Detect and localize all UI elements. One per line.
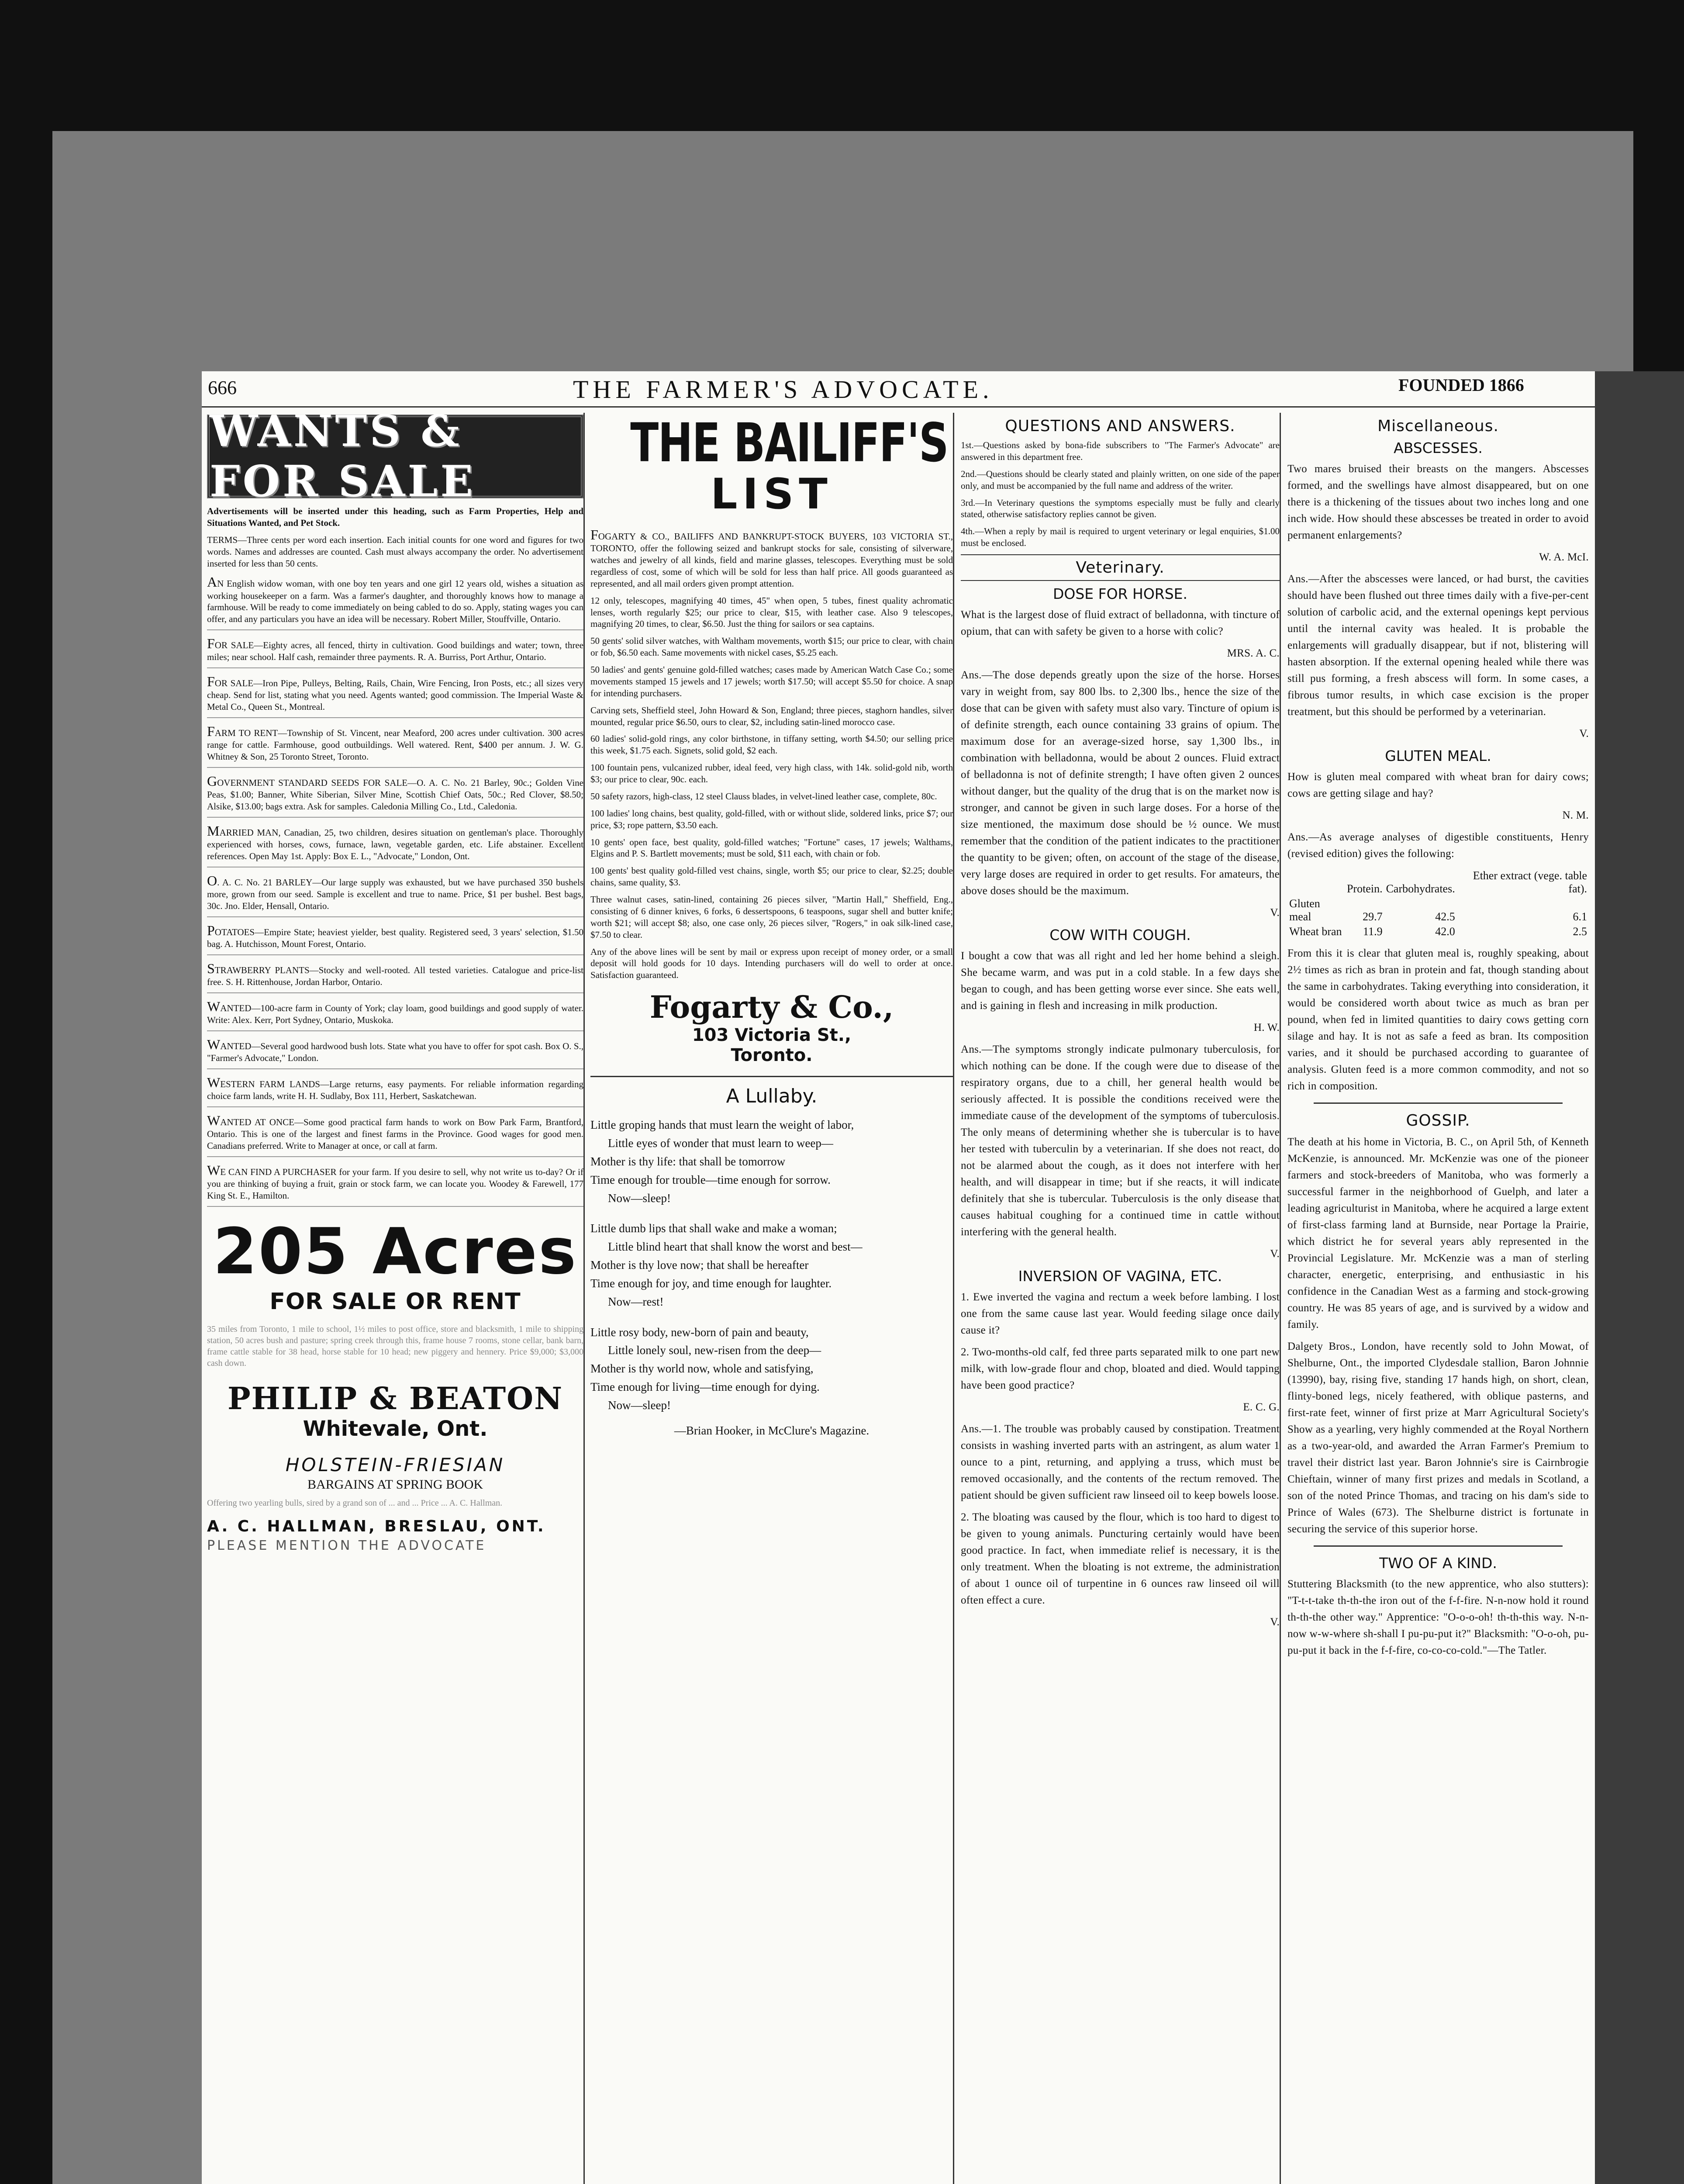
wants-banner: [207, 413, 583, 507]
column-bailiffs-list: [590, 413, 954, 2184]
two-of-a-kind-text: Stuttering Blacksmith (to the new apprentice, who also stutters): "T-t-t-take th-th-the iron out of the f-f-fire. N-n-now hold it round th-th-the other way." Apprentice: "O-o-o-oh! th-th-this way. N-n-now w-w-where sh-shall I pu-pu-put it?" Blacksmith: "O-o-oh, pu-pu-put it back in the f-f-fire, co-co-co-cold."—The Tatler.: [1287, 1578, 1589, 1656]
stanza-break: [590, 1311, 953, 1324]
classified-ad: [207, 1163, 583, 1207]
classified-ad: [207, 1075, 583, 1107]
qa-rule: 3rd.—In Veterinary questions the symptoms especially must be fully and clearly stated, otherwise satisfactory replies cannot be given.: [961, 497, 1280, 520]
inversion-answer-1: Ans.—1. The trouble was probably caused by constipation. Treatment consists in washing inverted parts with an astringent, as alum water 1 ounce to a pint, returning, and applying a truss, which must be removed occasionally, and the contents of the rectum removed. The patient should be given sufficient raw linseed oil to keep bowels loose.: [961, 1423, 1280, 1501]
acres-subheadline: FOR SALE OR RENT: [269, 1289, 521, 1315]
drop-cap: S: [207, 961, 215, 976]
dose-title: DOSE FOR HORSE.: [1052, 585, 1188, 602]
drop-cap: A: [207, 574, 217, 590]
drop-cap: W: [207, 999, 221, 1015]
classified-ad-text: TRAWBERRY PLANTS—Stocky and well-rooted. All tested varieties. Catalogue and price-list free. S. H. Rittenhouse, Jordan Harbor, Ontario.: [207, 965, 583, 988]
whitevale-location: Whitevale, Ont.: [303, 1417, 488, 1441]
page-number: 666: [208, 377, 237, 398]
poem-line: Little eyes of wonder that must learn to weep—: [608, 1137, 833, 1150]
fogarty-name: Fogarty & Co.,: [649, 989, 894, 1026]
lullaby-title: A Lullaby.: [726, 1085, 818, 1108]
gluten-table-cell: 42.0: [1435, 925, 1455, 938]
drop-cap: W: [207, 1113, 221, 1129]
abscess-answer-signature: V.: [1579, 728, 1589, 740]
gluten-table-row: [1287, 924, 1589, 939]
poem-line: Time enough for trouble—time enough for sorrow.: [590, 1173, 831, 1186]
newspaper-page: [202, 371, 1595, 2184]
classified-ad: [207, 1037, 583, 1069]
gluten-table-cell: 6.1: [1573, 910, 1587, 923]
bailiff-list-item: Any of the above lines will be sent by mail or express upon receipt of money order, or a small deposit will hold goods for 10 days. Intending purchasers will do well to order at once. Satisfaction guaranteed.: [590, 946, 953, 981]
gluten-table-header-cell: Ether extract (vege. table fat).: [1473, 869, 1587, 895]
gluten-table-cell: 11.9: [1363, 925, 1383, 938]
veterinary-heading: Veterinary.: [961, 554, 1280, 581]
bailiff-list-item: 12 only, telescopes, magnifying 40 times, 45" when open, 5 tubes, finest quality achromatic lenses, worth regularly $25; our price to clear, $15, with leather case. Also 9 telescopes, magnifying 20 times, to clear, $6.50. Just the thing for sailors or sea captains.: [590, 595, 953, 629]
divider: [1314, 1102, 1563, 1104]
cough-title: COW WITH COUGH.: [1049, 926, 1191, 943]
classified-ad-text: ARM TO RENT—Township of St. Vincent, near Meaford, 200 acres under cultivation. 300 acres range for cattle. Farmhouse, good outbuildings. Well watered. Rent, $400 per annum. J. W. G. Whitney & Son, 25 Toronto Street, Toronto.: [207, 728, 583, 762]
classified-ad: [207, 636, 583, 668]
list-title: LIST: [711, 470, 833, 518]
classified-ad-text: E CAN FIND A PURCHASER for your farm. If you desire to sell, why not write us to-day? Or if you are thinking of buying a fruit, grain or stock farm, we can locate you. Woodey & Farewell, 177 King St. E., Hamilton.: [207, 1167, 583, 1201]
cough-question-signature: H. W.: [1253, 1022, 1280, 1033]
classified-ad: [207, 674, 583, 718]
facing-page-shadow: [1595, 371, 1684, 2184]
classifieds-terms: TERMS—Three cents per word each insertion. Each initial counts for one word and figures for two words. Names and addresses are counted. Cash must always accompany the order. No advertisement inserted for less than 50 cents.: [207, 534, 583, 569]
classified-ad: [207, 574, 583, 630]
poem-line: Time enough for living—time enough for dying.: [590, 1380, 820, 1394]
qa-rule: 2nd.—Questions should be clearly stated and plainly written, on one side of the paper only, and must be accompanied by the full name and address of the writer.: [961, 468, 1280, 491]
gluten-table: [1287, 868, 1589, 939]
bailiff-list-item: Three walnut cases, satin-lined, containing 26 pieces silver, "Martin Hall," Sheffield, Eng., consisting of 6 dinner knives, 6 forks, 6 dessertspoons, 6 teaspoons, sugar shell and butter knife; worth $21; will accept $8; also, one case only, 26 pieces silver, "Rogers," in oak silk-lined case, $7.50 to clear.: [590, 894, 953, 940]
bailiff-list-item: 50 ladies' and gents' genuine gold-filled watches; cases made by American Watch Case Co.; some movements stamped 15 jewels and 17 jewels; worth $17.50; will accept $5.50 for choice. A snap for intending purchasers.: [590, 664, 953, 698]
classified-ads-list: [207, 574, 583, 1207]
two-of-a-kind-title: TWO OF A KIND.: [1379, 1555, 1497, 1572]
gluten-title: GLUTEN MEAL.: [1385, 747, 1491, 764]
classified-ad: [207, 961, 583, 993]
misc-heading: Miscellaneous.: [1377, 417, 1499, 435]
please-mention: PLEASE MENTION THE ADVOCATE: [207, 1538, 487, 1554]
classified-ad-text: N English widow woman, with one boy ten years and one girl 12 years old, wishes a situation as working housekeeper on a farm. Was a farmer's daughter, and thoroughly knows how to manage a farmhouse. Will be ready to come immediately on being cabled to do so. Apply, stating wages you can offer, and any particulars you have an idea will be necessary. Robert Miller, Stouffville, Ontario.: [207, 578, 583, 625]
hallman-address: A. C. HALLMAN, BRESLAU, ONT.: [207, 1517, 546, 1536]
fogarty-city: Toronto.: [590, 1045, 953, 1077]
bailiff-list-item: 60 ladies' solid-gold rings, any color birthstone, in tiffany setting, worth $4.50; our selling price this week, $1.75 each. Signets, solid gold, $2 each.: [590, 733, 953, 756]
classified-ad: [207, 823, 583, 867]
gluten-answer-continued: From this it is clear that gluten meal is, roughly speaking, about 2½ times as rich as bran in protein and fat, though standing about the same in carbohydrates. Taking everything into consideration, it would be considered worth about twice as much as bran per pound, when fed in limited quantities to dairy cows getting corn silage and hay. It is not as safe a feed as bran. Its composition varies, and it should be purchased according to guarantee of analysis. Gluten feed is a more common commodity, and not so rich in composition.: [1287, 947, 1589, 1092]
gluten-table-header-row: [1287, 868, 1589, 896]
bailiffs-title: THE BAILIFF'S: [630, 413, 949, 474]
classified-ad-text: OVERNMENT STANDARD SEEDS FOR SALE—O. A. C. No. 21 Barley, 90c.; Golden Vine Peas, $1.00; Banner, White Siberian, Silver Mine, Scottish Chief Oats, 50c.; Red Clover, $8.50; Alsike, $13.00; bags extra. Ask for samples. Caledonia Milling Co., Ltd., Caledonia.: [207, 778, 583, 812]
poem-line: Now—rest!: [608, 1295, 664, 1308]
poem-line: Little lonely soul, new-risen from the deep—: [608, 1344, 821, 1357]
lullaby-attribution-wrap: [590, 1422, 953, 1440]
gluten-table-cell: Gluten meal: [1289, 897, 1320, 923]
classified-ad: [207, 774, 583, 818]
dose-answer: Ans.—The dose depends greatly upon the size of the horse. Horses vary in weight from, say 800 lbs. to 2,300 lbs., hence the size of the dose that can be given with safety must also vary. Tincture of opium is of definite strength, each ounce containing 33 grains of opium. The maximum dose for an average-sized horse, say 1,300 lbs., in combination with belladonna, would be about 2 ounces. Fluid extract of belladonna is not of definite strength; I have often given 2 ounces without danger, but the quality of the drug that is on the market now is stronger, and cannot be given in such large doses. For a horse of the size mentioned, the maximum dose should be ½ ounce. We must remember that the condition of the patient indicates to the practitioner the quantity to be given; often, on account of the stage of the disease, very large doses are required in order to get results. For amateurs, the above doses should be the maximum.: [961, 669, 1280, 897]
inversion-answer-2: 2. The bloating was caused by the flour, which is too hard to digest to be given to young animals. Puncturing certainly would have been good practice. In fact, when immediate relief is necessary, it is the only treatment. When the bloating is not extreme, the administration of about 1 ounce oil of turpentine in 6 ounces raw linseed oil will often effect a cure.: [961, 1511, 1280, 1606]
gluten-table-header-cell: Carbohydrates.: [1386, 882, 1455, 895]
drop-cap: G: [207, 773, 217, 789]
page-header: [202, 371, 1595, 408]
bailiff-list-item: Carving sets, Sheffield steel, John Howard & Son, England; three pieces, staghorn handles, silver mounted, regular price $6.50, ours to clear, $2, including satin-lined morocco case.: [590, 705, 953, 727]
inversion-question-signature: E. C. G.: [1243, 1401, 1280, 1413]
holstein-bargains: BARGAINS AT SPRING BOOK: [307, 1477, 483, 1492]
abscess-answer: Ans.—After the abscesses were lanced, or had burst, the cavities should have been flushed out three times daily with a five-per-cent solution of carbolic acid, and the external openings kept pervious until the internal cavity was healed. It is probable the enlargements will gradually disappear, but if not, blistering will hasten absorption. If the external opening healed while there was still pus forming, a fresh abscess will form. In some cases, a fibrous tumor results, in which case excision is the proper treatment, but this should be performed by a veterinarian.: [1287, 573, 1589, 718]
divider: [1314, 1545, 1563, 1547]
drop-cap: M: [207, 823, 220, 839]
cough-answer: Ans.—The symptoms strongly indicate pulmonary tuberculosis, for which nothing can be done. If the cough were due to disease of the respiratory organs, due to a chill, her general health would be seriously affected. It is possible the conditions received were the immediate cause of the development of the symptoms of tuberculosis. The only means of determining whether she is tubercular is to have her tested with tuberculin by a veterinarian. If she does not react, do not be alarmed about the cough, as it does not interfere with her health, and will disappear in time; but if she reacts, it will indicate definitely that she is tubercular. Tuberculosis is the only disease that causes habitual coughing for a continued time in cattle without interfering with the general health.: [961, 1044, 1280, 1238]
gluten-table-cell: Wheat bran: [1289, 925, 1342, 938]
bailiffs-intro: [590, 527, 953, 590]
masthead: THE FARMER'S ADVOCATE.: [573, 375, 994, 404]
drop-cap: F: [207, 723, 215, 740]
acres-headline: 205 Acres: [213, 1215, 578, 1289]
abscess-question-signature: W. A. McI.: [1539, 551, 1589, 563]
inversion-answer-signature: V.: [1270, 1616, 1280, 1628]
cough-answer-signature: V.: [1270, 1248, 1280, 1260]
classified-ad: [207, 724, 583, 768]
gluten-table-header-cell: [1287, 868, 1345, 896]
drop-cap: W: [207, 1037, 221, 1053]
inversion-question-2: 2. Two-months-old calf, fed three parts separated milk to one part new milk, with low-grade flour and chop, bloated and died. Would tapping have been good practice?: [961, 1346, 1280, 1391]
classified-ad: [207, 999, 583, 1031]
poem-line: Little dumb lips that shall wake and make a woman;: [590, 1222, 837, 1235]
poem-line: Time enough for joy, and time enough for laughter.: [590, 1276, 832, 1290]
classified-ad-text: ANTED AT ONCE—Some good practical farm hands to work on Bow Park Farm, Brantford, Ontario. This is one of the largest and finest farms in the Province. Good wages for good men. Canadians preferred. Write to Manager at once, or call at farm.: [207, 1117, 583, 1151]
gluten-table-cell: 42.5: [1435, 910, 1455, 923]
gluten-table-row: [1287, 896, 1589, 924]
column-miscellaneous: [1287, 413, 1589, 2184]
gluten-table-cell: 2.5: [1573, 925, 1587, 938]
dose-answer-signature: V.: [1270, 907, 1280, 919]
bailiff-list-item: 100 gents' best quality gold-filled vest chains, single, worth $5; our price to clear, $2.25; double chains, same quality, $3.: [590, 865, 953, 888]
bailiff-list-item: 10 gents' open face, best quality, gold-filled watches; "Fortune" cases, 17 jewels; Walthams, Elgins and P. S. Bartlett movements; must be sold, $11 each, with chain or fob.: [590, 836, 953, 859]
drop-cap: P: [207, 922, 215, 938]
gluten-table-header-cell: Protein.: [1346, 882, 1383, 895]
drop-cap: F: [207, 636, 215, 652]
gluten-table-body: [1287, 896, 1589, 939]
gossip-mckenzie: The death at his home in Victoria, B. C., on April 5th, of Kenneth McKenzie, is announced. Mr. McKenzie was one of the pioneer farmers and stock-breeders of Manitoba, who was formerly a successful farmer in the neighborhood of Guelph, and later a leading agriculturist in Manitoba, where he acquired a large extent of first-class farming land at Burnside, near Portage la Prairie, which district he for several years ably represented in the Provincial Legislature. Mr. McKenzie was a man of sterling character, energetic, enterprising, and enthusiastic in his confidence in the Canadian West as a farming and stock-growing country. He was 85 years of age, and is survived by a widow and family.: [1287, 1136, 1589, 1330]
bailiff-list-item: 50 safety razors, high-class, 12 steel Clauss blades, in velvet-lined leather case, complete, 80c.: [590, 791, 937, 802]
poem-line: Mother is thy love now; that shall be hereafter: [590, 1258, 809, 1272]
dose-question: What is the largest dose of fluid extract of belladonna, with tincture of opium, that can with safety be given to a horse with colic?: [961, 609, 1280, 637]
gossip-dalgety: Dalgety Bros., London, have recently sold to John Mowat, of Shelburne, Ont., the imported Clydesdale stallion, Baron Johnnie (13990), bay, rising five, standing 17 hands high, on short, clean, flinty-boned legs, nicely feathered, with oblique pasterns, and first-rate feet, winner of first prize at Marr Agricultural Society's Show as a yearling, very highly commended at the Royal Northern as a two-year-old, and awarded the Arran Farmer's Premium to travel their district last year. Baron Johnnie's sire is Cairnbrogie Chieftain, winner of many first prizes and medals in Scotland, a son of the noted Prince Thomas, and tracing on his dam's side to Prince of Wales (673). The Shelburne district is fortunate in securing the service of this superior horse.: [1287, 1341, 1589, 1535]
poem-line: Little blind heart that shall know the worst and best—: [608, 1240, 863, 1254]
bailiffs-items-list: [590, 595, 953, 981]
poem-line: Little groping hands that must learn the weight of labor,: [590, 1118, 854, 1132]
inversion-title: INVERSION OF VAGINA, ETC.: [1018, 1268, 1222, 1285]
gluten-answer: Ans.—As average analyses of digestible constituents, Henry (revised edition) gives the following:: [1287, 831, 1589, 860]
philip-beaton-name: PHILIP & BEATON: [227, 1380, 563, 1417]
lullaby-attribution: —Brian Hooker, in McClure's Magazine.: [674, 1424, 870, 1437]
bailiffs-intro-cap: F: [590, 527, 598, 543]
classified-ad-text: ANTED—100-acre farm in County of York; clay loam, good buildings and good supply of water. Write: Alex. Kerr, Port Sydney, Ontario, Muskoka.: [207, 1003, 583, 1026]
holstein-heading: HOLSTEIN-FRIESIAN: [285, 1454, 505, 1476]
cough-question: I bought a cow that was all right and led her home behind a sleigh. She became warm, and was put in a cold stable. In a few days she began to cough, and has been getting worse ever since. She eats well, and is gaining in flesh and increasing in milk production.: [961, 950, 1280, 1012]
drop-cap: F: [207, 674, 215, 690]
poem-line: Mother is thy life: that shall be tomorrow: [590, 1154, 786, 1168]
abscess-question: Two mares bruised their breasts on the mangers. Abscesses formed, and the swellings have almost disappeared, but on one there is a thickening of the tissues about two inches long and one inch wide. How should these abscesses be treated in order to avoid permanent enlargements?: [1287, 463, 1589, 541]
stanza-break: [590, 1207, 953, 1220]
column-questions-answers: [961, 413, 1281, 2184]
lullaby-poem: [590, 1116, 953, 1415]
poem-line: Little rosy body, new-born of pain and beauty,: [590, 1325, 809, 1339]
qa-rule: 4th.—When a reply by mail is required to urgent veterinary or legal enquiries, $1.00 must be enclosed.: [961, 526, 1280, 549]
founded-line: FOUNDED 1866: [1398, 375, 1524, 395]
wants-banner-text: WANTS & FOR SALE: [210, 413, 476, 507]
poem-line: Now—sleep!: [608, 1399, 671, 1412]
poem-line: Mother is thy world now, whole and satisfying,: [590, 1362, 814, 1375]
classified-ad-text: ESTERN FARM LANDS—Large returns, easy payments. For reliable information regarding choice farm lands, write H. H. Sudlaby, Box 111, Herbert, Saskatchewan.: [207, 1079, 583, 1102]
bailiffs-intro-text: OGARTY & CO., BAILIFFS AND BANKRUPT-STOCK BUYERS, 103 VICTORIA ST., TORONTO, offer the following seized and bankrupt stocks for sale, consisting of silverware, watches and jewelry of all kinds, field and marine glasses, telescopes. Everything must be sold regardless of cost, some of which will be sold for less than half price. All goods guaranteed as represented, and all mail orders given prompt attention.: [590, 531, 953, 589]
inversion-question-1: 1. Ewe inverted the vagina and rectum a week before lambing. I lost one from the same cause last year. Would feeding silage once daily cause it?: [961, 1291, 1280, 1336]
bailiff-list-item: 50 gents' solid silver watches, with Waltham movements, worth $15; our price to clear, with chain or fob, $6.50 each. Same movements with nickel cases, $5.25 each.: [590, 636, 953, 658]
acres-body: 35 miles from Toronto, 1 mile to school, 1½ miles to post office, store and blacksmith, 1 mile to shipping station, 50 acres bush and pasture; spring creek through this, frame house 7 rooms, stone cellar, bank barn, frame cattle stable for 38 head, horse stable for 10 head; new piggery and hennery. Price $9,000; $3,000 cash down.: [207, 1324, 583, 1368]
classified-ad: [207, 1113, 583, 1157]
drop-cap: W: [207, 1162, 221, 1178]
gluten-table-cell: 29.7: [1363, 910, 1383, 923]
classified-ad-text: OTATOES—Empire State; heaviest yielder, best quality. Registered seed, 3 years' selection, $1.50 bag. A. Hutchisson, Mount Forest, Ontario.: [207, 926, 583, 950]
holstein-body: Offering two yearling bulls, sired by a grand son of ... and ... Price ... A. C. Hallman.: [207, 1498, 503, 1508]
classifieds-intro: Advertisements will be inserted under this heading, such as Farm Properties, Help and Situations Wanted, and Pet Stock.: [207, 506, 583, 528]
qa-rule: 1st.—Questions asked by bona-fide subscribers to "The Farmer's Advocate" are answered in this department free.: [961, 440, 1280, 462]
column-classifieds: [207, 413, 585, 2184]
classified-ad-text: ARRIED MAN, Canadian, 25, two children, desires situation on gentleman's place. Thoroughly experienced with horses, cows, furnace, lawn, vegetable garden, etc. Life abstainer. Excellent references. Open May 1st. Apply: Box E. L., "Advocate," London, Ont.: [207, 827, 583, 862]
gluten-table-head: [1287, 868, 1589, 896]
classified-ad-text: ANTED—Several good hardwood bush lots. State what you have to offer for spot cash. Box O. S., "Farmer's Advocate," London.: [207, 1041, 583, 1064]
poem-line: Now—sleep!: [608, 1191, 671, 1205]
classified-ad-text: OR SALE—Eighty acres, all fenced, thirty in cultivation. Good buildings and water; town, three miles; near school. Half cash, remainder three payments. R. A. Burriss, Port Arthur, Ontario.: [207, 640, 583, 663]
classified-ad: [207, 923, 583, 955]
abscess-title: ABSCESSES.: [1394, 439, 1483, 456]
classified-ad: [207, 873, 583, 917]
gluten-question: How is gluten meal compared with wheat bran for dairy cows; cows are getting silage and hay?: [1287, 771, 1589, 799]
bailiff-list-item: 100 fountain pens, vulcanized rubber, ideal feed, very high class, with 14k. solid-gold nib, worth $3; our price to clear, 90c. each.: [590, 762, 953, 785]
qa-rules: [961, 439, 1280, 549]
dose-question-signature: MRS. A. C.: [1227, 647, 1280, 659]
classified-ad-text: . A. C. No. 21 BARLEY—Our large supply was exhausted, but we have purchased 350 bushels more, grown from our seed. Sample is excellent and true to name. Price, $1 per bushel. Best bags, 30c. Jno. Elder, Hensall, Ontario.: [207, 877, 583, 912]
drop-cap: W: [207, 1075, 221, 1091]
qa-title: QUESTIONS AND ANSWERS.: [1005, 417, 1235, 435]
fogarty-address: 103 Victoria St.,: [692, 1025, 852, 1046]
gossip-heading: GOSSIP.: [1406, 1112, 1470, 1130]
classified-ad-text: OR SALE—Iron Pipe, Pulleys, Belting, Rails, Chain, Wire Fencing, Iron Posts, etc.; all sizes very cheap. Send for list, stating what you need. Agents wanted; good commission. The Imperial Waste & Metal Co., Queen St., Montreal.: [207, 678, 583, 712]
bailiff-list-item: 100 ladies' long chains, best quality, gold-filled, with or without slide, soldered links, price $7; our price, $3; rope pattern, $3.50 each.: [590, 808, 953, 830]
drop-cap: O: [207, 873, 217, 888]
gluten-question-signature: N. M.: [1562, 809, 1589, 821]
